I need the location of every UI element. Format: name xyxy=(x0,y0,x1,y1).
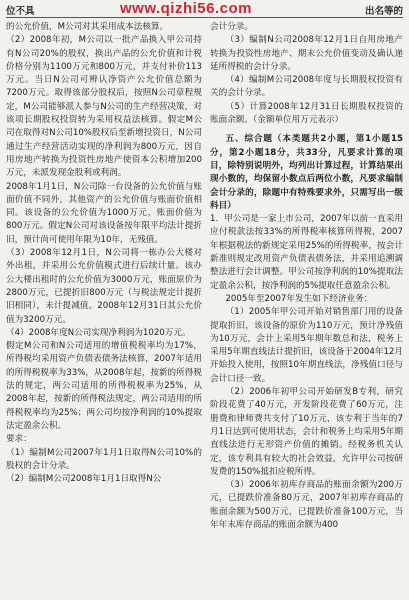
running-header-left: 位不具 xyxy=(6,6,35,17)
left-paragraph: （2）编制M公司2008年1月1日取得N公 xyxy=(6,474,162,485)
left-paragraph: （1）编制M公司2007年1月1日取得N公司10%的股权的会计分录。 xyxy=(6,447,202,471)
section-heading: 五、综合题（本类题共2小题，第1小题15分，第2小题18分，共33分，凡要求计算的项目，除特别说明外，均列出计算过程，计算结果出现小数的，均保留小数点后两位小数，凡要求编制会计分录的，除题中有特殊要求外，只需写出一级科目） xyxy=(210,134,403,211)
right-paragraph: （1）2005年甲公司开始对销售部门用的设备提取折旧，该设备的原价为110万元，预计净残值为10万元，会计上采用5年期年数总和法，税务上采用5年期直线法计提折旧，该设备于2004年12月开始投入使用，按照10年期直线法，净残值口径与会计口径一致。 xyxy=(210,307,403,384)
right-paragraph: （2）2006年初甲公司开始研发B专利，研究阶段花费了40万元，开发阶段花费了60万元，注册费和律师费共支付了10万元，该专利于当年的7月1日达到可使用状态，会计和税务上均采用5年期直线法进行无形资产价值的摊销。经税务机关认定，该专利具有较大的社会效益，允许甲公司按研发费的150%抵扣应税所得。 xyxy=(210,387,403,477)
right-paragraph: 1．甲公司是一家上市公司，2007年以前一直采用应付税款法按33%的所得税率核算所得税，2007年根据税法的新规定采用25%的所得税率，按会计新准则规定改用资产负债表债务法，并采用追溯调整法进行会计调整。甲公司按净利润的10%提取法定盈余公积，按净利润的5%提取任意盈余公积。 xyxy=(210,214,403,291)
right-paragraph: （3）编制N公司2008年12月1日自用房地产转换为投资性房地产、期末公允价值变动及确认递延所得税的会计分录。 xyxy=(210,35,403,72)
right-paragraph: 2005年至2007年发生如下经济业务： xyxy=(225,293,373,304)
left-paragraph: 的公允价值，M公司对其采用成本法核算。 xyxy=(6,22,169,32)
watermark-url: www.qizhi56.com xyxy=(120,0,252,17)
right-paragraph: 会计分录。 xyxy=(210,22,253,32)
left-paragraph: （4）2008年度N公司实现净利润为1020万元。 xyxy=(6,327,191,338)
right-paragraph: （5）计算2008年12月31日长期股权投资的账面余额。（金额单位用万元表示） xyxy=(210,101,403,126)
left-paragraph: （3）2008年12月1日，N公司将一栋办公大楼对外出租，并采用公允价值模式进行后续计量。该办公大楼出租时的公允价值为3000万元，账面原价为2800万元，已提折旧800万元（与税法规定计提折旧相同），未计提减值。2008年12月31日其公允价值为3200万元。 xyxy=(6,248,202,325)
left-paragraph: （2）2008年初，M公司以一批产品换入甲公司持有N公司20%的股权，换出产品的公允价值和计税价格分别为1100万元和800万元，并支付补价113万元。当日N公司可辨认净资产公允价值总额为7200万元。取得该部分股权后，按照N公司章程规定，M公司能够派人参与N公司的生产经营决策，对该项长期股权投资转为采用权益法核算。假定M公司在取得对N公司10%股权后至新增投资日，N公司通过生产经营活动实现的净利润为800万元，因自用房地产转换为投资性房地产使资本公积增加200万元，未派发现金股利或利润。 xyxy=(6,35,202,179)
header-rule xyxy=(6,17,403,18)
running-header-right: 出名等的 xyxy=(364,6,403,17)
right-paragraph: （4）编制M公司2008年度与长期股权投资有关的会计分录。 xyxy=(210,75,403,99)
right-column xyxy=(210,21,403,532)
right-paragraph: （3）2006年初库存商品的账面余额为200万元，已提跌价准备80万元，2007年初库存商品的账面余额为500万元，已提跌价准备100万元，当年年末库存商品的账面余额为400 xyxy=(210,480,403,530)
left-paragraph: 假定M公司和N公司适用的增值税税率均为17%，所得税均采用资产负债表债务法核算，2007年适用的所得税税率为33%，从2008年起，按新的所得税法的规定，两公司适用的所得税税率为25%，从2008年起，按新的所得税法规定，两公司适用的所得税税率均为25%；两公司均按净利润的10%提取法定盈余公积。 xyxy=(6,341,202,431)
left-paragraph: 要求： xyxy=(6,434,32,445)
left-paragraph: 2008年1月1日，N公司除一台设备的公允价值与账面价值不同外，其他资产的公允价值与账面价值相同。该设备的公允价值为1000万元，账面价值为800万元。假定N公司对该设备按年限平均法计提折旧，预计尚可使用年限为10年，无残值。 xyxy=(6,181,202,245)
left-column xyxy=(6,21,202,486)
